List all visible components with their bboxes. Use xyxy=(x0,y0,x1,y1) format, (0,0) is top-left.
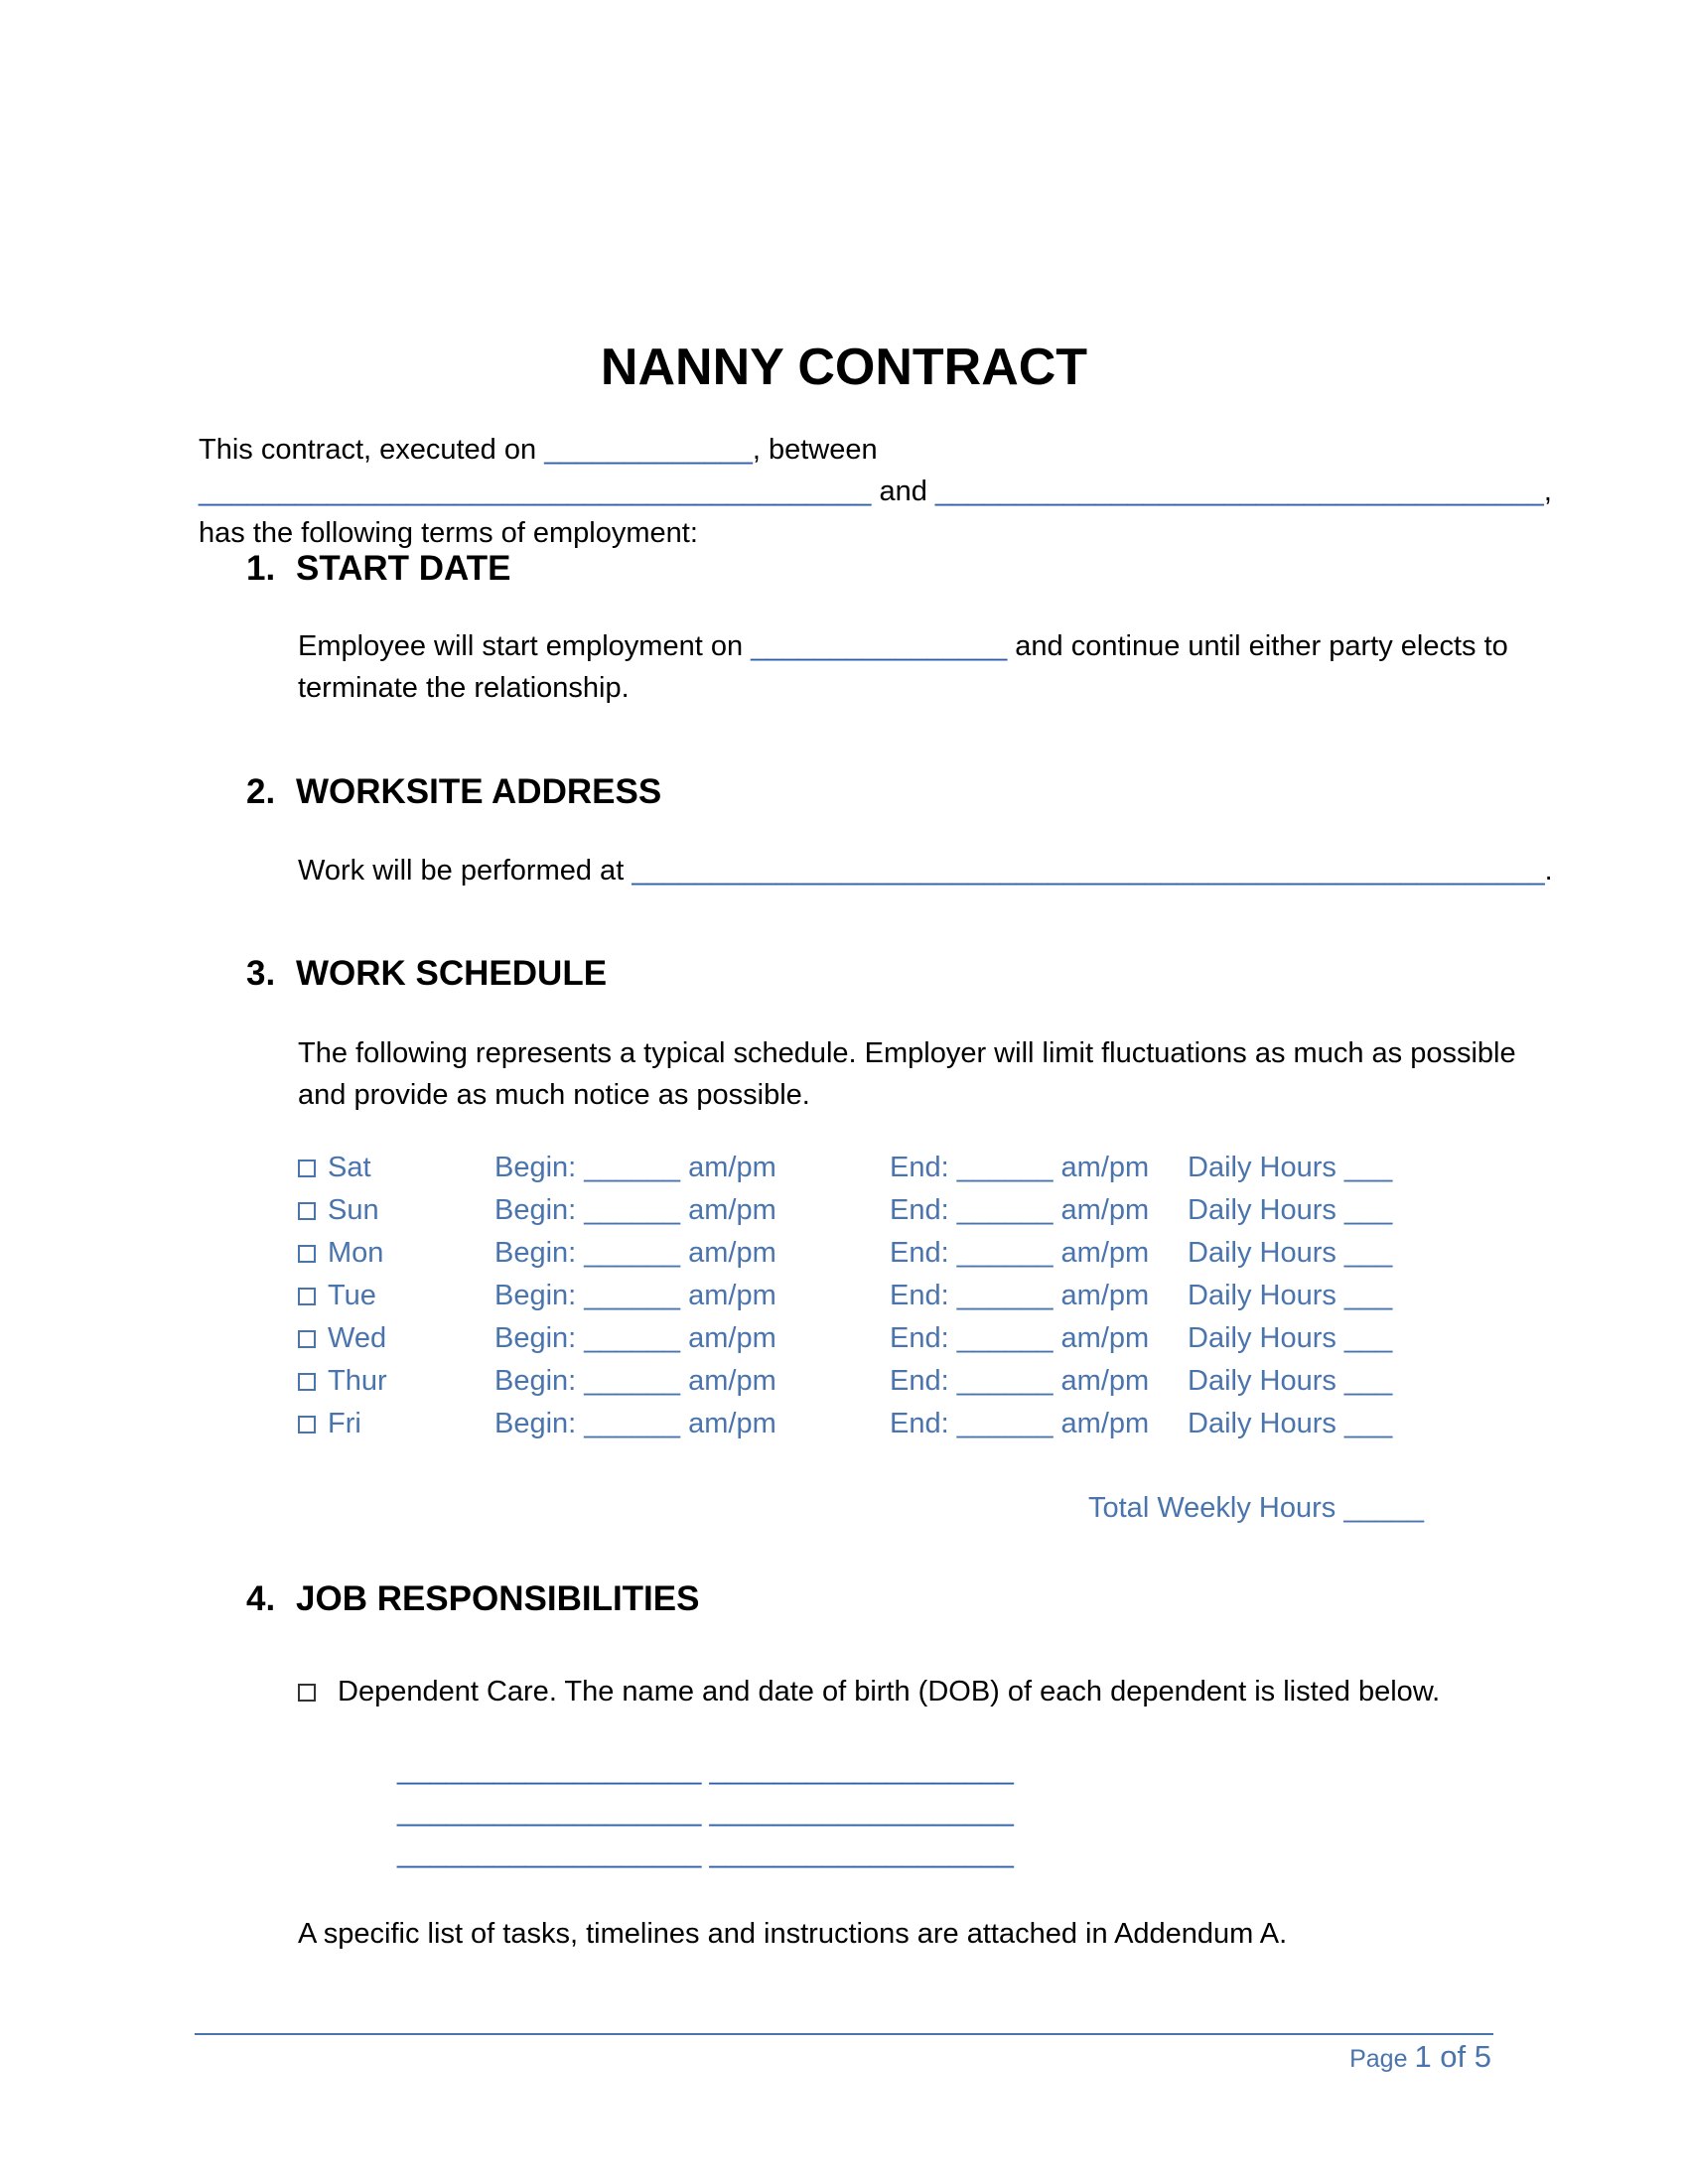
dependent-care-line xyxy=(298,1671,1440,1712)
dependent-care-text: Dependent Care. The name and date of birth (DOB) of each dependent is listed below. xyxy=(338,1676,1441,1707)
daily-hours-field[interactable]: Daily Hours ___ xyxy=(1188,1365,1393,1397)
begin-time-field[interactable]: Begin: ______ am/pm xyxy=(494,1365,776,1397)
checkbox-icon[interactable] xyxy=(298,1245,316,1263)
page-word: Page xyxy=(1349,2045,1408,2073)
begin-time-field[interactable]: Begin: ______ am/pm xyxy=(494,1322,776,1354)
section-number: 1. xyxy=(246,549,276,588)
begin-time-field[interactable]: Begin: ______ am/pm xyxy=(494,1280,776,1311)
intro-between: , between xyxy=(752,434,878,466)
end-time-field[interactable]: End: ______ am/pm xyxy=(890,1365,1150,1397)
intro-line-1 xyxy=(199,429,878,471)
checkbox-icon[interactable] xyxy=(298,1416,316,1433)
end-time-field[interactable]: End: ______ am/pm xyxy=(890,1280,1150,1311)
checkbox-icon[interactable] xyxy=(298,1288,316,1305)
begin-time-field[interactable]: Begin: ______ am/pm xyxy=(494,1408,776,1439)
section-title: JOB RESPONSIBILITIES xyxy=(296,1579,700,1618)
day-label: Mon xyxy=(328,1237,384,1269)
intro-and: and xyxy=(879,476,927,507)
employee-name-field[interactable]: ______________________________________ xyxy=(934,476,1544,507)
section-title: WORK SCHEDULE xyxy=(296,954,608,993)
section-title: START DATE xyxy=(296,549,511,588)
daily-hours-field[interactable]: Daily Hours ___ xyxy=(1188,1152,1393,1183)
start-date-field[interactable]: ________________ xyxy=(751,630,1008,662)
checkbox-icon[interactable] xyxy=(298,1202,316,1220)
checkbox-icon[interactable] xyxy=(298,1160,316,1177)
day-label: Fri xyxy=(328,1408,361,1439)
section-number: 2. xyxy=(246,772,276,811)
day-label: Sat xyxy=(328,1152,371,1183)
begin-time-field[interactable]: Begin: ______ am/pm xyxy=(494,1194,776,1226)
day-label: Sun xyxy=(328,1194,379,1226)
employer-name-field[interactable]: __________________________________________ xyxy=(199,476,872,507)
dependent-name-dob-field[interactable]: ___________________ ___________________ xyxy=(397,1754,1014,1786)
section-heading-responsibilities xyxy=(246,1576,699,1622)
end-time-field[interactable]: End: ______ am/pm xyxy=(890,1322,1150,1354)
end-time-field[interactable]: End: ______ am/pm xyxy=(890,1237,1150,1269)
day-label: Tue xyxy=(328,1280,376,1311)
checkbox-icon[interactable] xyxy=(298,1373,316,1391)
daily-hours-field[interactable]: Daily Hours ___ xyxy=(1188,1237,1393,1269)
footer-divider xyxy=(195,2033,1493,2035)
daily-hours-field[interactable]: Daily Hours ___ xyxy=(1188,1408,1393,1439)
worksite-address-field[interactable]: _________________________________________________________ xyxy=(632,855,1545,887)
start-date-text: Employee will start employment on xyxy=(298,630,744,662)
section-heading-worksite xyxy=(246,769,661,815)
start-date-line-1 xyxy=(298,625,1508,667)
intro-line-3: has the following terms of employment: xyxy=(199,517,698,549)
dependent-care-checkbox-icon[interactable] xyxy=(298,1684,316,1702)
section-title: WORKSITE ADDRESS xyxy=(296,772,662,811)
page-number xyxy=(1349,2037,1491,2079)
worksite-period: . xyxy=(1544,855,1553,887)
start-date-text-2: and continue until either party elects to xyxy=(1015,630,1508,662)
checkbox-icon[interactable] xyxy=(298,1330,316,1348)
section-heading-start-date xyxy=(246,546,510,592)
intro-comma: , xyxy=(1543,476,1552,507)
schedule-text-1: The following represents a typical schedule. Employer will limit fluctuations as much as possible xyxy=(298,1037,1516,1069)
dependent-name-dob-field[interactable]: ___________________ ___________________ xyxy=(397,1796,1014,1828)
begin-time-field[interactable]: Begin: ______ am/pm xyxy=(494,1152,776,1183)
worksite-text: Work will be performed at xyxy=(298,855,625,887)
worksite-line xyxy=(298,850,1553,891)
execution-date-field[interactable]: _____________ xyxy=(544,434,753,466)
section-heading-schedule xyxy=(246,951,607,997)
day-label: Thur xyxy=(328,1365,387,1397)
end-time-field[interactable]: End: ______ am/pm xyxy=(890,1194,1150,1226)
end-time-field[interactable]: End: ______ am/pm xyxy=(890,1408,1150,1439)
total-weekly-hours-field[interactable]: Total Weekly Hours _____ xyxy=(1088,1492,1424,1524)
page-count: 1 of 5 xyxy=(1414,2039,1491,2074)
daily-hours-field[interactable]: Daily Hours ___ xyxy=(1188,1280,1393,1311)
intro-text: This contract, executed on xyxy=(199,434,537,466)
begin-time-field[interactable]: Begin: ______ am/pm xyxy=(494,1237,776,1269)
section-number: 3. xyxy=(246,954,276,993)
intro-line-2 xyxy=(199,471,1552,512)
end-time-field[interactable]: End: ______ am/pm xyxy=(890,1152,1150,1183)
start-date-line-2: terminate the relationship. xyxy=(298,672,630,704)
addendum-note: A specific list of tasks, timelines and instructions are attached in Addendum A. xyxy=(298,1918,1288,1950)
day-label: Wed xyxy=(328,1322,387,1354)
dependent-name-dob-field[interactable]: ___________________ ___________________ xyxy=(397,1838,1014,1869)
daily-hours-field[interactable]: Daily Hours ___ xyxy=(1188,1322,1393,1354)
document-title: NANNY CONTRACT xyxy=(600,339,1088,396)
section-number: 4. xyxy=(246,1579,276,1618)
daily-hours-field[interactable]: Daily Hours ___ xyxy=(1188,1194,1393,1226)
schedule-text-2: and provide as much notice as possible. xyxy=(298,1079,810,1111)
